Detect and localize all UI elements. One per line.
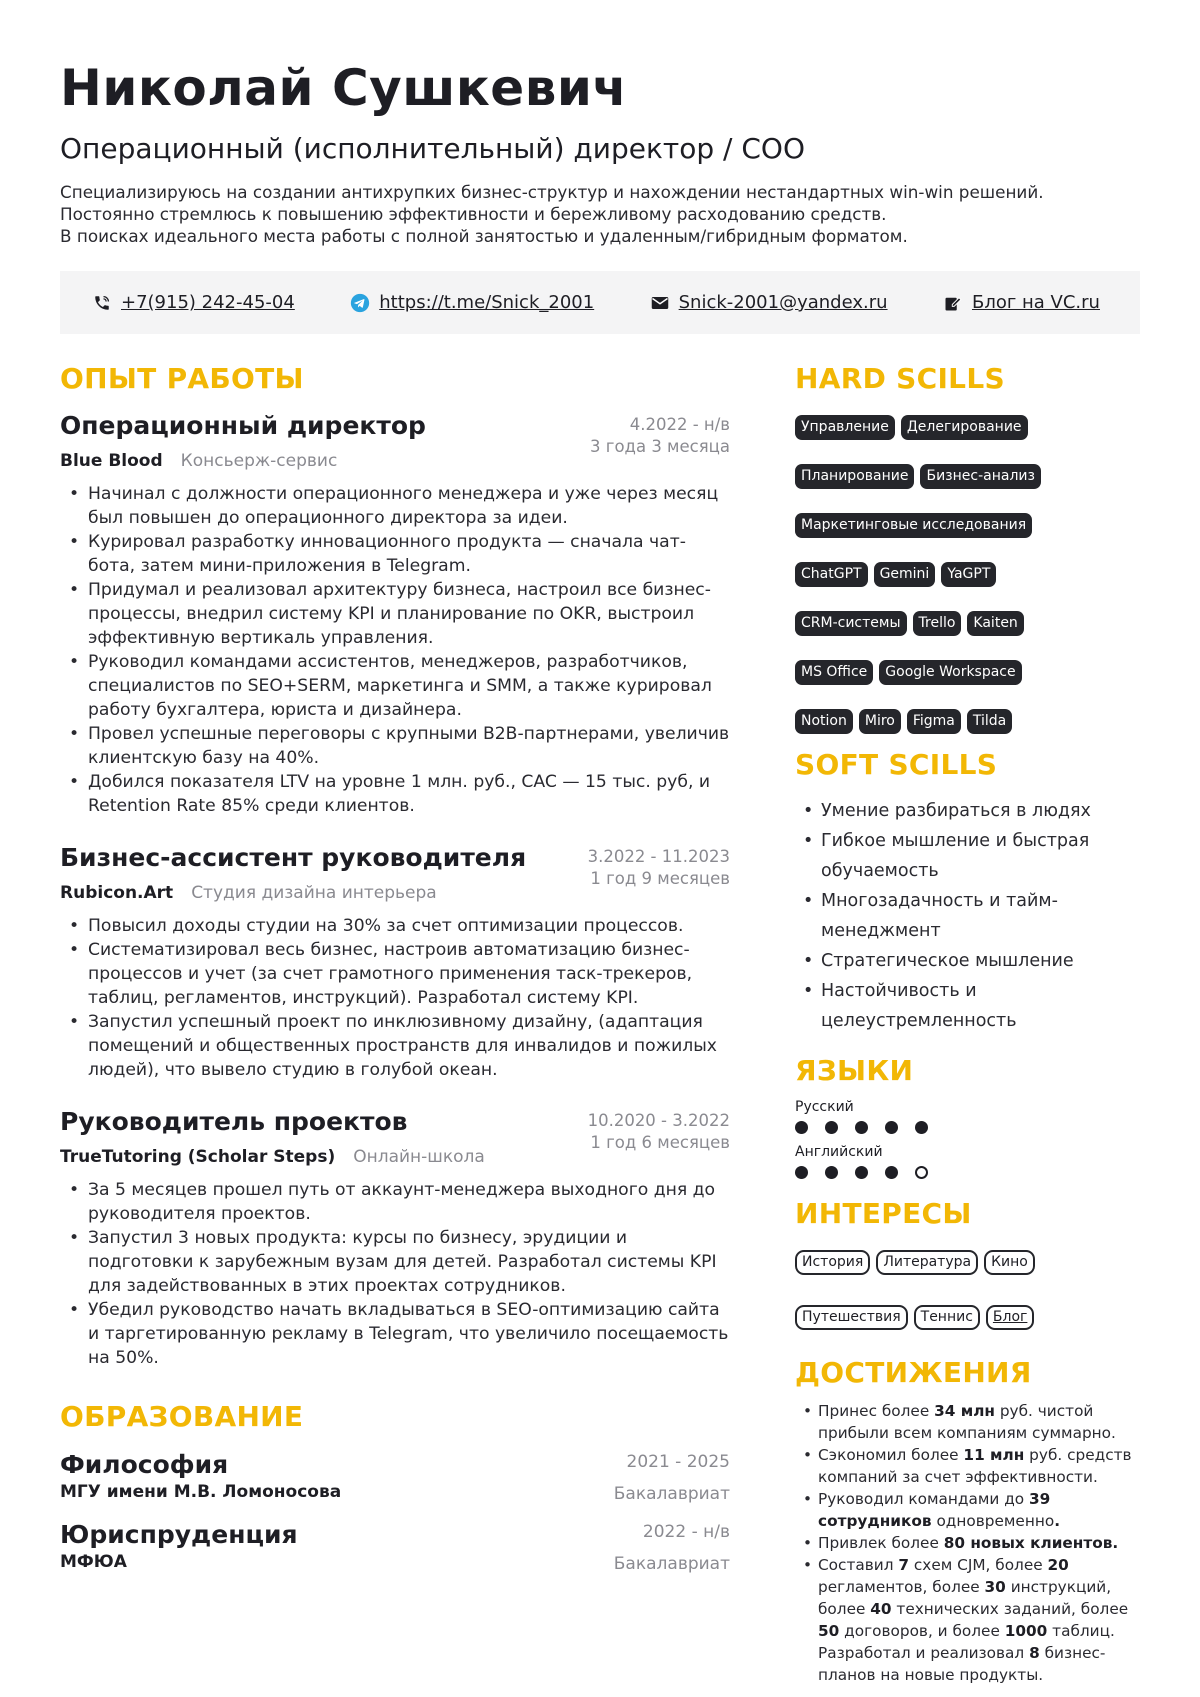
person-name: Николай Сушкевич [60,59,628,117]
job-role: Операционный (исполнительный) директор / COO [60,131,805,165]
section-title-hard-skills: HARD SCILLS [795,362,1005,395]
soft-skill-item: • Настойчивость и целеустремленность [795,976,1150,1036]
achievement-text: схем CJM, более [909,1556,1048,1574]
skill-tag: Tilda [967,709,1012,734]
achievement-text: руб. чистой прибыли всем компаниям суммарно. [818,1402,1116,1442]
achievement-highlight: 1000 [1004,1622,1048,1640]
level-dot-filled [795,1121,808,1134]
achievement-highlight: 40 [870,1600,892,1618]
level-dot-filled [915,1121,928,1134]
company-type: Консьерж-сервис [180,451,338,471]
telegram-link[interactable]: https://t.me/Snick_2001 [379,292,595,313]
job-period: 4.2022 - н/в [629,415,730,434]
section-title-interests: ИНТЕРЕСЫ [795,1197,972,1230]
achievement-text: Принес более [818,1402,935,1420]
job-title: Руководитель проектов [60,1107,408,1136]
skill-tag: Бизнес-анализ [920,464,1040,489]
job-bullet: • Руководил командами ассистентов, менеджеров, разработчиков, специалистов по SEO+SERM, маркетинга и SMM, а также курировал работу бухгалтера, юриста и дизайнера. [60,650,730,722]
job-bullet: • Добился показателя LTV на уровне 1 млн. руб., CAC — 15 тыс. руб, и Retention Rate 85% среди клиентов. [60,770,730,818]
job-duration: 1 год 9 месяцев [590,869,730,888]
achievement-text: Сэкономил более [818,1446,964,1464]
education-years: 2021 - 2025 [626,1452,730,1472]
skill-tag: Gemini [874,562,936,587]
achievement-item [795,1488,1150,1532]
achievement-text: бизнес-планов на новые продукты. [818,1644,1106,1684]
level-dot-filled [795,1166,808,1179]
job-title: Операционный директор [60,411,426,440]
job-duration: 1 год 6 месяцев [590,1133,730,1152]
achievement-highlight: 20 [1047,1556,1069,1574]
contact-phone[interactable] [92,292,295,313]
achievement-highlight: 11 млн [963,1446,1025,1464]
language-name: Русский [795,1099,854,1115]
section-title-achievements: ДОСТИЖЕНИЯ [795,1356,1032,1389]
education-field: Юриспруденция [60,1520,298,1549]
section-title-languages: ЯЗЫКИ [795,1054,914,1087]
soft-skill-item: • Стратегическое мышление [795,946,1150,976]
job-bullet: • Запустил 3 новых продукта: курсы по бизнесу, эрудиции и подготовки к зарубежным вузам для детей. Разработал системы KPI для задействованных в этих проектах сотрудников. [60,1226,730,1298]
achievement-highlight: 50 [818,1622,840,1640]
level-dot-filled [885,1166,898,1179]
skill-tag: Trello [913,611,962,636]
achievement-text: Руководил командами до [818,1490,1030,1508]
skill-tag: MS Office [795,660,873,685]
about-line: Специализируюсь на создании антихрупких бизнес-структур и нахождении нестандартных win-win решений. [60,182,1044,203]
achievement-highlight: 7 [898,1556,909,1574]
job-duration: 3 года 3 месяца [590,437,730,456]
education-entry [60,1450,730,1504]
interest-tag: Теннис [914,1305,980,1330]
about-text [60,181,1150,247]
achievement-item [795,1554,1150,1686]
achievement-highlight: 39 сотрудников [818,1490,1051,1530]
contact-telegram[interactable] [350,292,594,313]
achievement-text: договоров, и более [839,1622,1005,1640]
phone-link[interactable]: +7(915) 242-45-04 [121,292,295,313]
level-dot-empty [915,1166,928,1179]
skill-tag: Планирование [795,464,914,489]
phone-icon [92,293,112,313]
achievement-highlight: 34 млн [934,1402,995,1420]
company-name: Blue Blood [60,451,163,471]
interests-tags [795,1250,1150,1330]
achievement-text: Привлек более [818,1534,944,1552]
interest-tag: Путешествия [795,1305,908,1330]
language-level-dots [795,1121,1150,1134]
achievement-text: регламентов, более [818,1578,985,1596]
job-bullets [60,914,730,1082]
interest-tag[interactable]: Блог [986,1305,1034,1330]
skill-tag: Kaiten [967,611,1023,636]
soft-skill-item: • Многозадачность и тайм-менеджмент [795,886,1150,946]
skill-tag: Miro [859,709,901,734]
company-type: Онлайн-школа [353,1147,485,1167]
skill-tag: CRM-системы [795,611,907,636]
education-entry [60,1520,730,1574]
skill-tag: Notion [795,709,853,734]
skill-tag: Управление [795,415,895,440]
skill-tag: Делегирование [901,415,1028,440]
language-level-dots [795,1166,1150,1179]
job-bullets [60,482,730,818]
job-entry [60,842,730,1082]
education-degree: Бакалавриат [613,1484,730,1504]
job-dates [588,1110,730,1154]
languages-list [795,1098,1150,1179]
email-link[interactable]: Snick-2001@yandex.ru [678,292,888,313]
job-period: 3.2022 - 11.2023 [587,847,730,866]
skill-tag: ChatGPT [795,562,868,587]
job-bullet: • Провел успешные переговоры с крупными B2B-партнерами, увеличив клиентскую базу на 40%. [60,722,730,770]
job-bullet: • Систематизировал весь бизнес, настроив автоматизацию бизнес-процессов и учет (за счет грамотного применения таск-трекеров, таблиц, регламентов, инструкций). Разработал систему KPI. [60,938,730,1010]
job-entry [60,1106,730,1370]
skill-tag: Маркетинговые исследования [795,513,1032,538]
interest-tag: История [795,1250,870,1275]
blog-link[interactable]: Блог на VC.ru [971,292,1100,313]
language-name: Английский [795,1144,883,1160]
about-line: Постоянно стремлюсь к повышению эффективности и бережливому расходованию средств. [60,204,887,225]
education-university: МФЮА [60,1552,127,1572]
contacts-bar [60,271,1140,334]
job-dates [588,846,730,890]
level-dot-filled [825,1166,838,1179]
job-dates [590,414,730,458]
hard-skills-tags [795,415,1150,734]
mail-icon [650,293,670,313]
job-bullet: • Придумал и реализовал архитектуру бизнеса, настроил все бизнес-процессы, внедрил систему KPI и планирование по OKR, выстроил эффективную вертикаль управления. [60,578,730,650]
job-entry [60,410,730,818]
job-bullet: • Запустил успешный проект по инклюзивному дизайну, (адаптация помещений и общественных пространств для инвалидов и пожилых людей), что вывело студию в голубой океан. [60,1010,730,1082]
resume-header [60,60,1150,247]
left-column [60,362,730,1574]
soft-skill-item: • Гибкое мышление и быстрая обучаемость [795,826,1150,886]
achievement-item [795,1400,1150,1444]
job-bullets [60,1178,730,1370]
achievement-highlight: 30 [984,1578,1006,1596]
education-university: МГУ имени М.В. Ломоносова [60,1482,342,1502]
skill-tag: Figma [907,709,961,734]
achievement-text: руб. средств компаний за счет эффективности. [818,1446,1132,1486]
achievement-highlight: 8 [1029,1644,1040,1662]
language-item [795,1098,1150,1134]
job-bullet: • Повысил доходы студии на 30% за счет оптимизации процессов. [60,914,730,938]
right-column [795,362,1150,1686]
section-title-experience: ОПЫТ РАБОТЫ [60,362,304,395]
education-years: 2022 - н/в [642,1522,730,1542]
job-period: 10.2020 - 3.2022 [587,1111,730,1130]
achievement-text: технических заданий, более [891,1600,1129,1618]
company-type: Студия дизайна интерьера [191,883,437,903]
level-dot-filled [825,1121,838,1134]
achievement-text: таблиц. Разработал и реализовал [818,1622,1115,1662]
skill-tag: YaGPT [941,562,996,587]
education-degree: Бакалавриат [613,1554,730,1574]
achievement-item [795,1532,1150,1554]
company-name: Rubicon.Art [60,883,174,903]
job-title: Бизнес-ассистент руководителя [60,843,527,872]
level-dot-filled [855,1121,868,1134]
company-name: TrueTutoring (Scholar Steps) [60,1147,336,1167]
language-item [795,1143,1150,1179]
job-bullet: • Убедил руководство начать вкладываться в SEO-оптимизацию сайта и таргетированную рекламу в Telegram, что увеличило посещаемость на 50%. [60,1298,730,1370]
about-line: В поисках идеального места работы с полной занятостью и удаленным/гибридным форматом. [60,226,908,247]
achievement-highlight: . [1054,1512,1060,1530]
level-dot-filled [885,1121,898,1134]
job-bullet: • За 5 месяцев прошел путь от аккаунт-менеджера выходного дня до руководителя проектов. [60,1178,730,1226]
contact-blog[interactable] [943,292,1100,313]
interest-tag: Литература [876,1250,978,1275]
job-bullet: • Курировал разработку инновационного продукта — сначала чат-бота, затем мини-приложения в Telegram. [60,530,730,578]
interest-tag: Кино [984,1250,1035,1275]
telegram-icon [350,293,370,313]
contact-email[interactable] [650,292,888,313]
education-field: Философия [60,1450,229,1479]
section-title-soft-skills: SOFT SCILLS [795,748,998,781]
soft-skill-item: • Умение разбираться в людях [795,796,1150,826]
skill-tag: Google Workspace [879,660,1021,685]
soft-skills-list [795,796,1150,1036]
section-title-education: ОБРАЗОВАНИЕ [60,1400,304,1433]
achievement-item [795,1444,1150,1488]
job-bullet: • Начинал с должности операционного менеджера и уже через месяц был повышен до операционного директора за идеи. [60,482,730,530]
level-dot-filled [855,1166,868,1179]
achievement-text: Составил [818,1556,899,1574]
achievement-text: инструкций, более [818,1578,1112,1618]
edit-note-icon [943,293,963,313]
achievement-highlight: 80 новых клиентов. [943,1534,1119,1552]
achievements-list [795,1400,1150,1686]
achievement-text: одновременно [931,1512,1055,1530]
